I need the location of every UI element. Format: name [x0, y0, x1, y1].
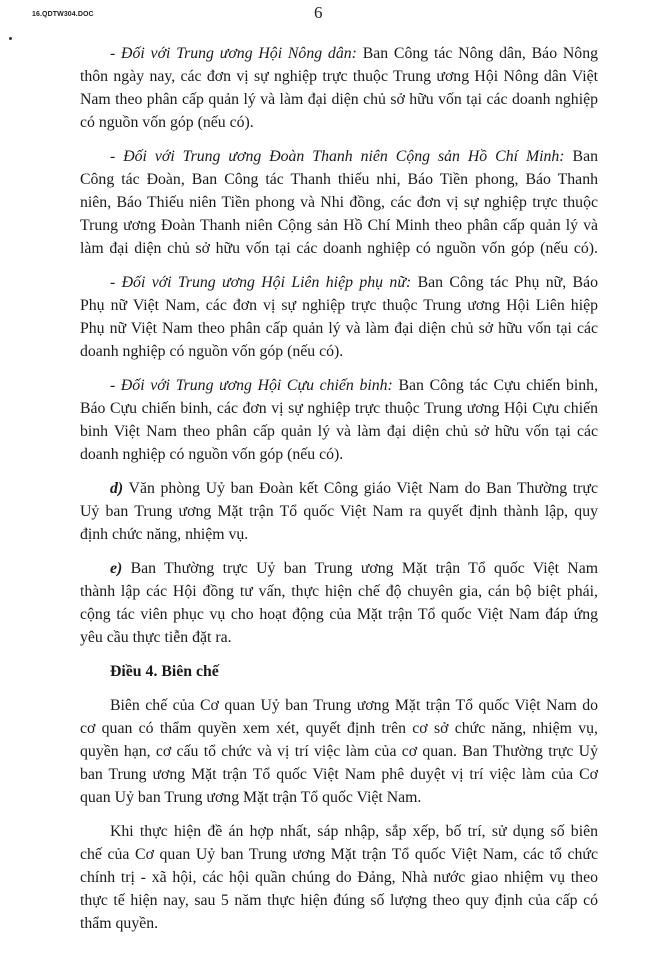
- line-text: Ban Công tác Cựu chiến binh,: [398, 377, 599, 394]
- text-line: Công tác Đoàn, Ban Công tác Thanh thiếu nhi, Báo Tiền phong, Báo Thanh: [80, 171, 598, 188]
- subsection-youth-union: [80, 145, 598, 260]
- text-line: chính trị - xã hội, các hội quần chúng do Đảng, Nhà nước giao nhiệm vụ theo: [80, 869, 598, 886]
- line-text: Ban Công tác Phụ nữ, Báo: [417, 274, 598, 291]
- line-text: Ban Thường trực Uỷ ban Trung ương Mặt trận Tổ quốc Việt Nam: [130, 560, 598, 577]
- text-line: Phụ nữ Việt Nam, các đơn vị sự nghiệp trực thuộc Trung ương Hội Liên hiệp: [80, 297, 598, 314]
- clause-label: d): [110, 480, 124, 497]
- clause-d: [80, 477, 598, 546]
- text-line: định chức năng, nhiệm vụ.: [80, 526, 249, 543]
- text-line: thực tế hiện nay, sau 5 năm thực hiện đúng số lượng theo quy định của cấp có: [80, 892, 598, 909]
- text-line: doanh nghiệp có nguồn vốn góp (nếu có).: [80, 446, 344, 463]
- text-line: Uỷ ban Trung ương Mặt trận Tổ quốc Việt Nam ra quyết định thành lập, quy: [80, 503, 598, 520]
- subsection-lead: - Đối với Trung ương Hội Nông dân:: [110, 45, 357, 62]
- subsection-lead: - Đối với Trung ương Đoàn Thanh niên Cộng sản Hồ Chí Minh:: [110, 148, 565, 165]
- text-line: [80, 145, 598, 168]
- text-line: làm đại diện chủ sở hữu vốn tại các doanh nghiệp có nguồn vốn góp (nếu có).: [80, 240, 598, 257]
- text-line: [80, 374, 598, 397]
- subsection-farmers-union: [80, 42, 598, 134]
- subsection-lead: - Đối với Trung ương Hội Liên hiệp phụ nữ:: [110, 274, 412, 291]
- text-line: doanh nghiệp có nguồn vốn góp (nếu có).: [80, 343, 344, 360]
- document-body: [80, 42, 598, 946]
- text-line: có nguồn vốn góp (nếu có).: [80, 114, 254, 131]
- line-text: Ban: [572, 148, 598, 165]
- text-line: Trung ương Đoàn Thanh niên Cộng sản Hồ Chí Minh theo phân cấp quản lý và: [80, 217, 598, 234]
- text-line: binh Việt Nam theo phân cấp quản lý và làm đại diện chủ sở hữu vốn tại các: [80, 423, 598, 440]
- text-line: cộng tác viên phục vụ cho hoạt động của Mặt trận Tổ quốc Việt Nam đáp ứng: [80, 606, 598, 623]
- text-line: Biên chế của Cơ quan Uỷ ban Trung ương Mặt trận Tổ quốc Việt Nam do: [110, 697, 598, 714]
- text-line: Khi thực hiện đề án hợp nhất, sáp nhập, sắp xếp, bố trí, sử dụng số biên: [110, 823, 598, 840]
- text-line: [80, 477, 598, 500]
- text-line: quan Uỷ ban Trung ương Mặt trận Tổ quốc Việt Nam.: [80, 789, 422, 806]
- article-4-paragraph-2: [80, 820, 598, 935]
- text-line: [80, 271, 598, 294]
- text-line: chế của Cơ quan Uỷ ban Trung ương Mặt trận Tổ quốc Việt Nam, các tổ chức: [80, 846, 598, 863]
- text-line: thôn ngày nay, các đơn vị sự nghiệp trực thuộc Trung ương Hội Nông dân Việt: [80, 68, 598, 85]
- text-line: Báo Cựu chiến binh, các đơn vị sự nghiệp trực thuộc Trung ương Hội Cựu chiến: [80, 400, 598, 417]
- document-file-code: 16.QDTW304.DOC: [32, 11, 94, 18]
- line-text: Ban Công tác Nông dân, Báo Nông: [362, 45, 598, 62]
- text-line: thẩm quyền.: [80, 915, 159, 932]
- subsection-womens-union: [80, 271, 598, 363]
- text-line: Phụ nữ Việt Nam theo phân cấp quản lý và làm đại diện chủ sở hữu vốn tại các: [80, 320, 598, 337]
- text-line: ban Trung ương Mặt trận Tổ quốc Việt Nam phê duyệt vị trí việc làm của Cơ: [80, 766, 598, 783]
- text-line: Nam theo phân cấp quản lý và làm đại diện chủ sở hữu vốn tại các doanh nghiệp: [80, 91, 598, 108]
- text-line: [80, 42, 598, 65]
- scan-mark: [9, 37, 12, 40]
- text-line: quyền hạn, cơ cấu tổ chức và vị trí việc làm của cơ quan. Ban Thường trực Uỷ: [80, 743, 598, 760]
- article-4-heading: Điều 4. Biên chế: [110, 663, 219, 680]
- text-line: niên, Báo Thiếu niên Tiền phong và Nhi đồng, các đơn vị sự nghiệp trực thuộc: [80, 194, 598, 211]
- subsection-veterans-association: [80, 374, 598, 466]
- text-line: thành lập các Hội đồng tư vấn, thực hiện chế độ chuyên gia, cán bộ biệt phái,: [80, 583, 598, 600]
- text-line: yêu cầu thực tiễn đặt ra.: [80, 629, 232, 646]
- subsection-lead: - Đối với Trung ương Hội Cựu chiến binh:: [110, 377, 393, 394]
- text-line: cơ quan có thẩm quyền xem xét, quyết định trên cơ sở chức năng, nhiệm vụ,: [80, 720, 598, 737]
- text-line: [80, 557, 598, 580]
- page-number: 6: [314, 3, 323, 22]
- article-4-paragraph-1: [80, 694, 598, 809]
- line-text: Văn phòng Uỷ ban Đoàn kết Công giáo Việt Nam do Ban Thường trực: [128, 480, 598, 497]
- clause-label: e): [110, 560, 123, 577]
- clause-e: [80, 557, 598, 649]
